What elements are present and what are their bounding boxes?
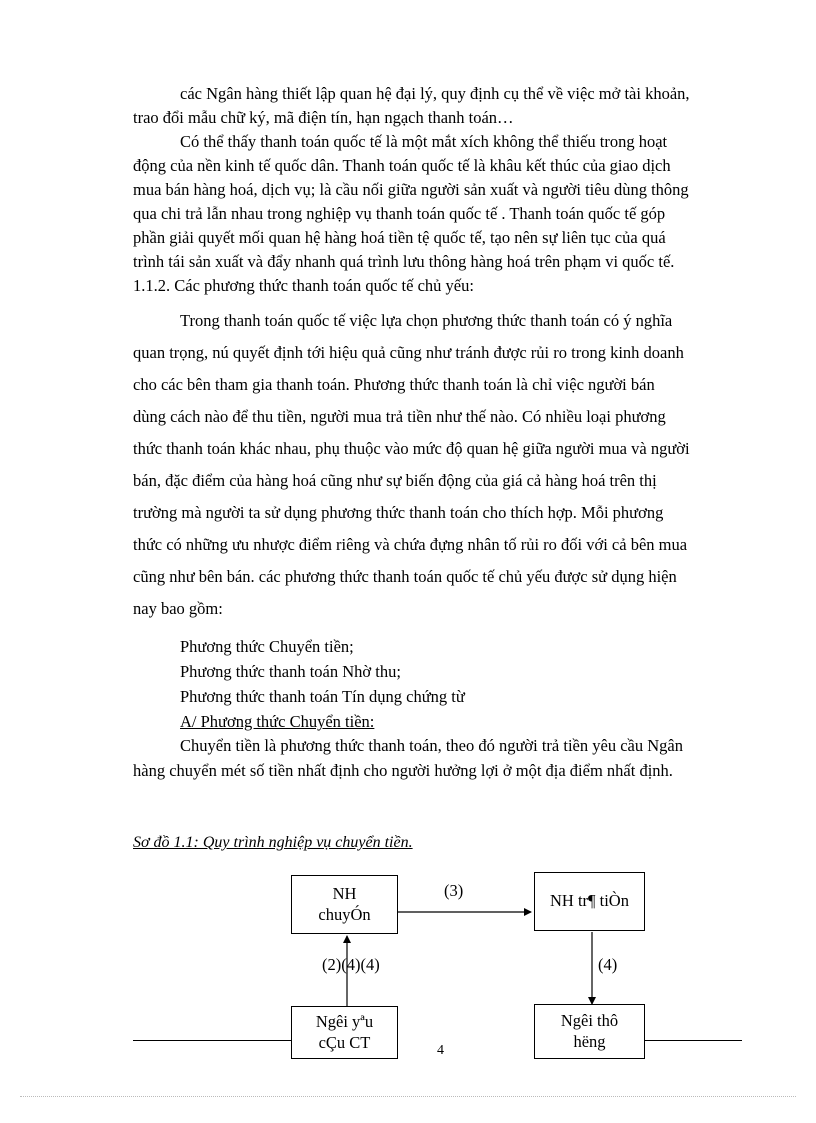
list-item: Phương thức thanh toán Tín dụng chứng từ [180, 687, 465, 706]
text-line: Chuyển tiền là phương thức thanh toán, theo đó người trả tiền yêu cầu Ngân [180, 736, 683, 755]
text-line: quan trọng, nú quyết định tới hiệu quả cũng như tránh được rủi ro trong kinh doanh [133, 343, 684, 362]
page-number: 4 [437, 1043, 444, 1058]
text-line: các Ngân hàng thiết lập quan hệ đại lý, quy định cụ thể về việc mở tài khoản, [180, 84, 690, 103]
text-line: trình tái sản xuất và đẩy nhanh quá trình lưu thông hàng hoá trên phạm vi quốc tế. [133, 252, 675, 271]
text-line: nay bao gồm: [133, 599, 223, 618]
text-line: Trong thanh toán quốc tế việc lựa chọn phương thức thanh toán có ý nghĩa [180, 311, 673, 330]
text-line: thức có những ưu nhược điểm riêng và chứa đựng nhân tố rủi ro đối với cả bên mua [133, 535, 688, 554]
text-line: động của nền kinh tế quốc dân. Thanh toán quốc tế là khâu kết thúc của giao dịch [133, 156, 671, 175]
box-label: cÇu CT [318, 1032, 371, 1052]
text-line: thức thanh toán khác nhau, phụ thuộc vào mức độ quan hệ giữa người mua và người [133, 439, 690, 458]
page-bottom-border [20, 1096, 796, 1097]
text-line: trao đổi mẫu chữ ký, mã điện tín, hạn ngạch thanh toán… [133, 108, 514, 127]
requester-box [291, 1006, 398, 1059]
box-label: NH tr¶ tiÒn [550, 891, 629, 911]
section-heading: 1.1.2. Các phương thức thanh toán quốc tế chủ yếu: [133, 276, 474, 295]
text-line: dùng cách nào để thu tiền, người mua trả tiền như thế nào. Có nhiều loại phương [133, 407, 666, 426]
beneficiary-box [534, 1004, 645, 1059]
box-label: hëng [573, 1031, 606, 1051]
list-item: Phương thức Chuyển tiền; [180, 637, 354, 656]
box-label: NH [332, 883, 357, 903]
text-line: Có thể thấy thanh toán quốc tế là một mắt xích không thể thiếu trong hoạt [180, 132, 668, 151]
paying-bank-box [534, 872, 645, 931]
arrow-label-3: (3) [444, 881, 464, 900]
footer-rule-left [133, 1040, 292, 1041]
list-item: Phương thức thanh toán Nhờ thu; [180, 662, 401, 681]
remitting-bank-box [291, 875, 398, 934]
text-line: mua bán hàng hoá, dịch vụ; là cầu nối giữa người sản xuất và người tiêu dùng thông [133, 180, 689, 199]
text-line: qua chi trả lẫn nhau trong nghiệp vụ thanh toán quốc tế . Thanh toán quốc tế góp [133, 204, 666, 223]
subsection-heading: A/ Phương thức Chuyển tiền: [180, 712, 375, 731]
diagram-caption: Sơ đồ 1.1: Quy trình nghiệp vụ chuyển tiền. [133, 834, 413, 851]
text-line: phần giải quyết mối quan hệ hàng hoá tiền tệ quốc tế, tạo nên sự liên tục của quá [133, 228, 666, 247]
arrow-label-2-4-4: (2)(4)(4) [322, 955, 380, 974]
text-line: bán, đặc điểm của hàng hoá cũng như sự biến động của giá cả hàng hoá trên thị [133, 471, 657, 490]
text-line: cho các bên tham gia thanh toán. Phương thức thanh toán là chỉ việc người bán [133, 375, 655, 394]
box-label: Ngêi yªu [315, 1011, 374, 1031]
text-line: cũng như bên bán. các phương thức thanh toán quốc tế chủ yếu được sử dụng hiện [133, 567, 677, 586]
box-label: chuyÓn [318, 904, 371, 924]
arrow-label-4: (4) [598, 955, 618, 974]
footer-rule-right [645, 1040, 742, 1041]
text-line: hàng chuyển mét số tiền nhất định cho người hưởng lợi ở một địa điểm nhất định. [133, 761, 673, 780]
box-label: Ngêi thô [560, 1010, 619, 1030]
text-line: trường mà người ta sử dụng phương thức thanh toán cho thích hợp. Mỗi phương [133, 503, 664, 522]
